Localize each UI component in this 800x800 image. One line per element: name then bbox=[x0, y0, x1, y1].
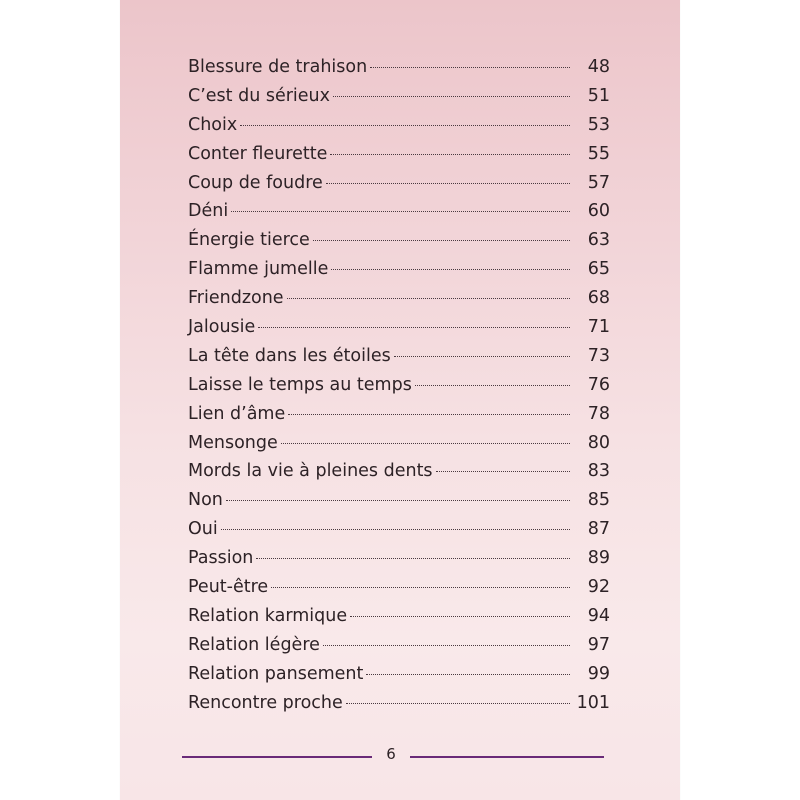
toc-entry-page: 85 bbox=[587, 490, 610, 511]
toc-entry bbox=[188, 144, 610, 173]
toc-entry-title: Coup de foudre bbox=[188, 172, 323, 193]
toc-entry-page: 55 bbox=[587, 143, 610, 164]
page-number: 6 bbox=[386, 745, 396, 763]
toc-dot-leader bbox=[288, 414, 570, 415]
toc-entry-title: Oui bbox=[188, 519, 218, 540]
toc-entry-page: 101 bbox=[576, 692, 610, 713]
toc-entry bbox=[188, 635, 610, 664]
footer-rule-right bbox=[410, 756, 604, 758]
toc-entry bbox=[188, 57, 610, 86]
toc-entry-title: Jalousie bbox=[188, 317, 256, 338]
toc-entry bbox=[188, 259, 610, 288]
toc-entry bbox=[188, 201, 610, 230]
toc-dot-leader bbox=[240, 125, 570, 126]
toc-entry bbox=[188, 375, 610, 404]
toc-entry bbox=[188, 577, 610, 606]
toc-dot-leader bbox=[346, 703, 570, 704]
toc-entry bbox=[188, 606, 610, 635]
footer-rule-left bbox=[182, 756, 372, 758]
toc-entry-title: Non bbox=[188, 490, 223, 511]
toc-entry-page: 65 bbox=[587, 259, 610, 280]
toc-entry-page: 99 bbox=[587, 663, 610, 684]
toc-entry-page: 60 bbox=[587, 201, 610, 222]
toc-dot-leader bbox=[231, 211, 570, 212]
toc-entry-page: 83 bbox=[587, 461, 610, 482]
toc-entry bbox=[188, 173, 610, 202]
toc-entry-title: Passion bbox=[188, 548, 254, 569]
toc-entry bbox=[188, 519, 610, 548]
toc-entry bbox=[188, 433, 610, 462]
toc-dot-leader bbox=[323, 645, 570, 646]
toc-dot-leader bbox=[281, 443, 570, 444]
toc-entry-title: Choix bbox=[188, 114, 238, 135]
toc-entry-title: Lien d’âme bbox=[188, 403, 286, 424]
toc-entry-page: 80 bbox=[587, 432, 610, 453]
toc-entry-page: 94 bbox=[587, 605, 610, 626]
toc-entry-title: Relation karmique bbox=[188, 605, 348, 626]
toc-entry-title: Conter fleurette bbox=[188, 143, 328, 164]
toc-dot-leader bbox=[330, 154, 570, 155]
toc-entry-page: 57 bbox=[587, 172, 610, 193]
toc-dot-leader bbox=[326, 183, 570, 184]
toc-entry bbox=[188, 346, 610, 375]
toc-entry bbox=[188, 230, 610, 259]
toc-entry bbox=[188, 693, 610, 722]
toc-dot-leader bbox=[221, 529, 570, 530]
toc-entry-title: Mensonge bbox=[188, 432, 278, 453]
toc-entry-title: Rencontre proche bbox=[188, 692, 343, 713]
toc-dot-leader bbox=[366, 674, 570, 675]
toc-entry-page: 73 bbox=[587, 345, 610, 366]
toc-dot-leader bbox=[226, 500, 570, 501]
toc-entry bbox=[188, 288, 610, 317]
toc-entry bbox=[188, 404, 610, 433]
toc-entry-page: 89 bbox=[587, 548, 610, 569]
toc-dot-leader bbox=[258, 327, 570, 328]
toc-dot-leader bbox=[415, 385, 570, 386]
toc-entry-page: 48 bbox=[587, 57, 610, 77]
toc-entry-title: Flamme jumelle bbox=[188, 259, 329, 280]
toc-entry bbox=[188, 548, 610, 577]
toc-dot-leader bbox=[436, 471, 570, 472]
toc-entry bbox=[188, 664, 610, 693]
toc-dot-leader bbox=[394, 356, 570, 357]
toc-entry-page: 78 bbox=[587, 403, 610, 424]
toc-entry-page: 51 bbox=[587, 85, 610, 106]
toc-entry bbox=[188, 86, 610, 115]
toc-entry bbox=[188, 317, 610, 346]
toc-entry-title: Énergie tierce bbox=[188, 230, 310, 251]
book-page bbox=[120, 0, 680, 800]
toc-dot-leader bbox=[256, 558, 570, 559]
toc-dot-leader bbox=[331, 269, 570, 270]
toc-entry-title: Relation légère bbox=[188, 634, 320, 655]
toc-entry-title: Relation pansement bbox=[188, 663, 364, 684]
toc-dot-leader bbox=[287, 298, 570, 299]
toc-entry-page: 63 bbox=[587, 230, 610, 251]
toc-entry-title: Laisse le temps au temps bbox=[188, 374, 412, 395]
table-of-contents bbox=[188, 57, 610, 721]
toc-entry bbox=[188, 115, 610, 144]
toc-dot-leader bbox=[350, 616, 570, 617]
toc-dot-leader bbox=[313, 240, 570, 241]
toc-entry bbox=[188, 461, 610, 490]
toc-entry-title: Mords la vie à pleines dents bbox=[188, 461, 433, 482]
toc-entry-title: Peut-être bbox=[188, 577, 269, 598]
toc-entry-page: 68 bbox=[587, 288, 610, 309]
toc-entry-page: 97 bbox=[587, 634, 610, 655]
toc-dot-leader bbox=[271, 587, 570, 588]
toc-entry-title: C’est du sérieux bbox=[188, 85, 331, 106]
toc-entry-title: Blessure de trahison bbox=[188, 57, 368, 77]
toc-entry bbox=[188, 490, 610, 519]
toc-entry-title: La tête dans les étoiles bbox=[188, 345, 391, 366]
toc-entry-page: 76 bbox=[587, 374, 610, 395]
toc-entry-page: 71 bbox=[587, 317, 610, 338]
toc-entry-title: Déni bbox=[188, 201, 229, 222]
toc-entry-page: 53 bbox=[587, 114, 610, 135]
toc-dot-leader bbox=[333, 96, 570, 97]
toc-entry-title: Friendzone bbox=[188, 288, 284, 309]
toc-dot-leader bbox=[370, 67, 570, 68]
toc-entry-page: 92 bbox=[587, 577, 610, 598]
toc-entry-page: 87 bbox=[587, 519, 610, 540]
